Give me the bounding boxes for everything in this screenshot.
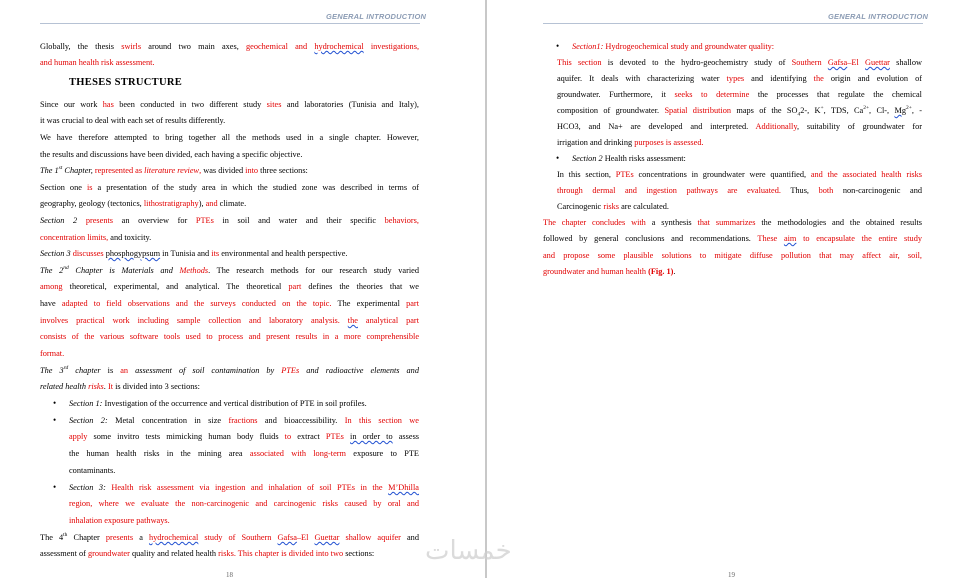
page-number: 19	[728, 571, 735, 578]
text-line: concentration limits, and toxicity.	[40, 233, 152, 242]
text-line: and propose some plausible solutions to mitigate diffuse pollution that may affect air, soil,	[543, 251, 922, 260]
text-line: the results and discussions have been divided, each having a specific objective.	[40, 150, 303, 159]
text-line: groundwater and human health (Fig. 1).	[543, 267, 676, 276]
text-line: apply some invitro tests mimicking human body fluids to extract PTEs in order to assess	[69, 432, 420, 441]
text-line: related health risks. It is divided into 3 sections:	[40, 382, 200, 391]
page-divider	[485, 0, 487, 578]
text-line: Section 3 discusses phosphogypsum in Tunisia and its environmental and health perspective.	[40, 249, 348, 258]
text-line: contaminants.	[69, 466, 116, 475]
text-line: involves practical work including sample collection and laboratory analysis. the analytical part	[40, 316, 419, 325]
text-line: Globally, the thesis swirls around two main axes, geochemical and hydrochemical investigations,	[40, 42, 420, 51]
text-line: groundwater. Furthermore, it seeks to determine the processes that regulate the chemical	[557, 90, 922, 99]
text-line: it was crucial to deal with each set of results differently.	[40, 116, 226, 125]
bullet-point: •	[53, 398, 57, 408]
text-line: consists of the various software tools used to process and present results in a more comprehensible	[40, 332, 419, 341]
bullet-point: •	[53, 415, 57, 425]
text-line: Section 2 presents an overview for PTEs in soil and water and their specific behaviors,	[40, 216, 419, 225]
bullet-point: •	[556, 153, 560, 163]
text-line: In this section, PTEs concentrations in groundwater were quantified, and the associated health risks	[557, 170, 922, 179]
right-page	[488, 0, 963, 578]
text-line: format.	[40, 349, 65, 358]
text-line: inhalation exposure pathways.	[69, 516, 170, 525]
page-gutter	[458, 0, 488, 578]
text-line: through dermal and ingestion pathways are evaluated. Thus, both non-carcinogenic and	[557, 186, 923, 195]
text-line: We have therefore attempted to bring together all the methods used in a single chapter. However,	[40, 133, 419, 142]
text-line: Carcinogenic risks are calculated.	[557, 202, 669, 211]
text-line: composition of groundwater. Spatial distribution maps of the $SO_42-$, K+, TDS, $Ca^{2+}$, Cl-, $Mg^{2+}$, -	[557, 105, 922, 118]
text-line: The 1st Chapter, represented as literature review, was divided into three sections:	[40, 165, 308, 175]
text-line: Section 1: Investigation of the occurrence and vertical distribution of PTE in soil profiles.	[69, 399, 367, 408]
bullet-point: •	[556, 41, 560, 51]
page-number: 18	[226, 571, 233, 578]
right-running-header: GENERAL INTRODUCTION	[828, 12, 929, 21]
text-line: Since our work has been conducted in two different study sites and laboratories (Tunisia and Italy),	[40, 100, 419, 109]
left-running-header: GENERAL INTRODUCTION	[326, 12, 427, 21]
text-line: Section 2: Metal concentration in size fractions and bioaccessibility. In this section we	[69, 416, 419, 425]
text-line: The 3rd chapter is an assessment of soil contamination by PTEs and radioactive elements and	[40, 365, 419, 375]
text-line: The chapter concludes with a synthesis that summarizes the methodologies and the obtained results	[543, 218, 922, 227]
left-page	[0, 0, 458, 578]
text-line: assessment of groundwater quality and related health risks. This chapter is divided into two sections:	[40, 549, 375, 558]
text-line: have adapted to field observations and the surveys conducted on the topic. The experimental part	[40, 299, 419, 308]
right-header-rule	[543, 23, 923, 24]
text-line: geography, geology (tectonics, lithostratigraphy), and climate.	[40, 199, 247, 208]
text-line: irrigation and drinking purposes is assessed.	[557, 138, 704, 147]
watermark: خمسات	[425, 536, 512, 566]
text-line: This section is devoted to the hydro-geochemistry study of Southern Gafsa–El Guettar shallow	[557, 58, 922, 67]
text-line: Section 3: Health risk assessment via ingestion and inhalation of soil PTEs in the M’Dhilla	[69, 483, 419, 492]
text-line: The 2nd Chapter is Materials and Methods. The research methods for our research study varied	[40, 265, 420, 275]
left-header-rule	[40, 23, 420, 24]
bullet-point: •	[53, 482, 57, 492]
text-line: the human health risks in the mining area associated with long-term exposure to PTE	[69, 449, 419, 458]
text-line: aquifer. It deals with characterizing water types and identifying the origin and evolution of	[557, 74, 922, 83]
text-line: Section one is a presentation of the study area in which the studied zone was described in terms of	[40, 183, 420, 192]
text-line: among theoretical, experimental, and analytical. The theoretical part defines the theories that we	[40, 282, 419, 291]
text-line: followed by general conclusions and recommendations. These aim to encapsulate the entire study	[543, 234, 923, 243]
text-line: and human health risk assessment.	[40, 58, 155, 67]
text-line: HCO3, and Na+ are developed and interpreted. Additionally, suitability of groundwater for	[557, 122, 922, 131]
section-title: THESES STRUCTURE	[69, 77, 183, 88]
text-line: region, where we evaluate the non-carcinogenic and carcinogenic risks caused by oral and	[69, 499, 419, 508]
text-line: The 4th Chapter presents a hydrochemical study of Southern Gafsa–El Guettar shallow aquifer and	[40, 532, 419, 542]
text-line: Section 2 Health risks assessment:	[572, 154, 686, 163]
text-line: Section1: Hydrogeochemical study and groundwater quality:	[572, 42, 775, 51]
